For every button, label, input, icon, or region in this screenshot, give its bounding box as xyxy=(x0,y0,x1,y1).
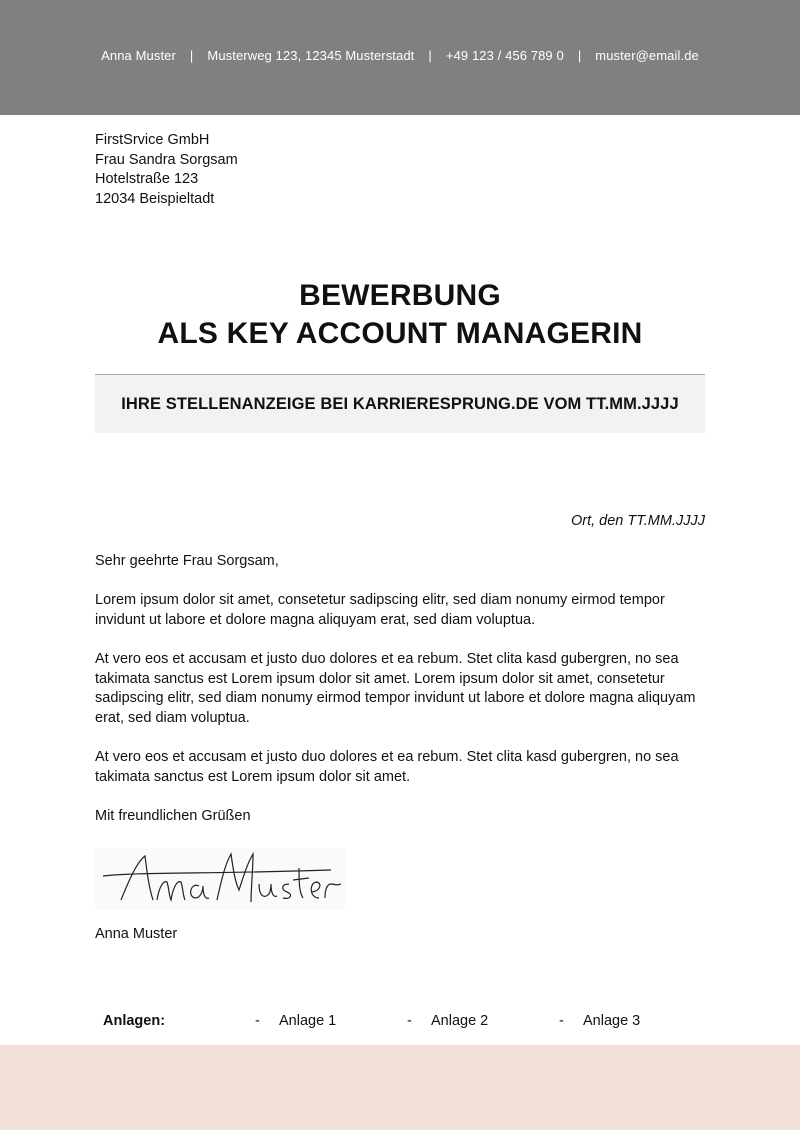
recipient-person: Frau Sandra Sorgsam xyxy=(95,151,238,168)
header-email: muster@email.de xyxy=(595,48,699,63)
header-separator: | xyxy=(189,48,194,63)
signature-image xyxy=(95,848,345,910)
title-line-1: BEWERBUNG xyxy=(299,279,501,312)
attachment-item xyxy=(559,1013,640,1029)
signature-graphic xyxy=(95,848,345,910)
attachments-label: Anlagen: xyxy=(103,1013,166,1029)
header-separator: | xyxy=(577,48,582,63)
recipient-address xyxy=(95,131,238,210)
attachments xyxy=(103,1013,703,1033)
page-title xyxy=(0,277,800,353)
recipient-street: Hotelstraße 123 xyxy=(95,171,199,188)
attachment-label: Anlage 1 xyxy=(279,1013,337,1029)
attachment-item xyxy=(255,1013,336,1029)
header-name: Anna Muster xyxy=(101,48,176,63)
title-line-2: ALS KEY ACCOUNT MANAGERIN xyxy=(157,317,643,350)
letter-body xyxy=(95,552,705,846)
recipient-city: 12034 Beispieltadt xyxy=(95,191,215,208)
header-separator: | xyxy=(428,48,432,63)
attachment-label: Anlage 2 xyxy=(431,1013,489,1029)
closing: Mit freundlichen Grüßen xyxy=(95,807,251,824)
attachment-dash: - xyxy=(255,1013,260,1029)
salutation: Sehr geehrte Frau Sorgsam, xyxy=(95,553,279,569)
subject-line xyxy=(95,374,705,433)
paragraph-3: At vero eos et accusam et justo duo dolores et ea rebum. Stet clita kasd gubergren, no sea takimata sanctus est Lorem ipsum dolor sit amet. xyxy=(95,748,679,785)
contact-header xyxy=(0,0,800,115)
date-line: Ort, den TT.MM.JJJJ xyxy=(570,513,705,529)
paragraph-2: At vero eos et accusam et justo duo dolores et ea rebum. Stet clita kasd gubergren, no sea takimata sanctus est Lorem ipsum dolor sit amet. Lorem ipsum dolor sit amet, consetetur sadipscing elitr, sed diam nonumy eirmod tempor invidunt ut labore et dolore magna aliquyam erat, sed diam voluptua. xyxy=(95,650,696,726)
attachment-dash: - xyxy=(407,1013,412,1029)
recipient-company: FirstSrvice GmbH xyxy=(95,132,210,148)
attachment-item xyxy=(407,1013,488,1029)
footer-band xyxy=(0,1045,800,1130)
header-phone: +49 123 / 456 789 0 xyxy=(445,48,564,63)
attachment-label: Anlage 3 xyxy=(583,1013,641,1029)
signer-name: Anna Muster xyxy=(95,926,178,942)
paragraph-1: Lorem ipsum dolor sit amet, consetetur sadipscing elitr, sed diam nonumy eirmod tempor invidunt ut labore et dolore magna aliquyam erat, sed diam voluptua. xyxy=(95,592,665,628)
attachment-dash: - xyxy=(559,1013,564,1029)
header-address: Musterweg 123, 12345 Musterstadt xyxy=(207,48,415,63)
subject-text: IHRE STELLENANZEIGE BEI KARRIERESPRUNG.DE VOM TT.MM.JJJJ xyxy=(121,394,679,413)
